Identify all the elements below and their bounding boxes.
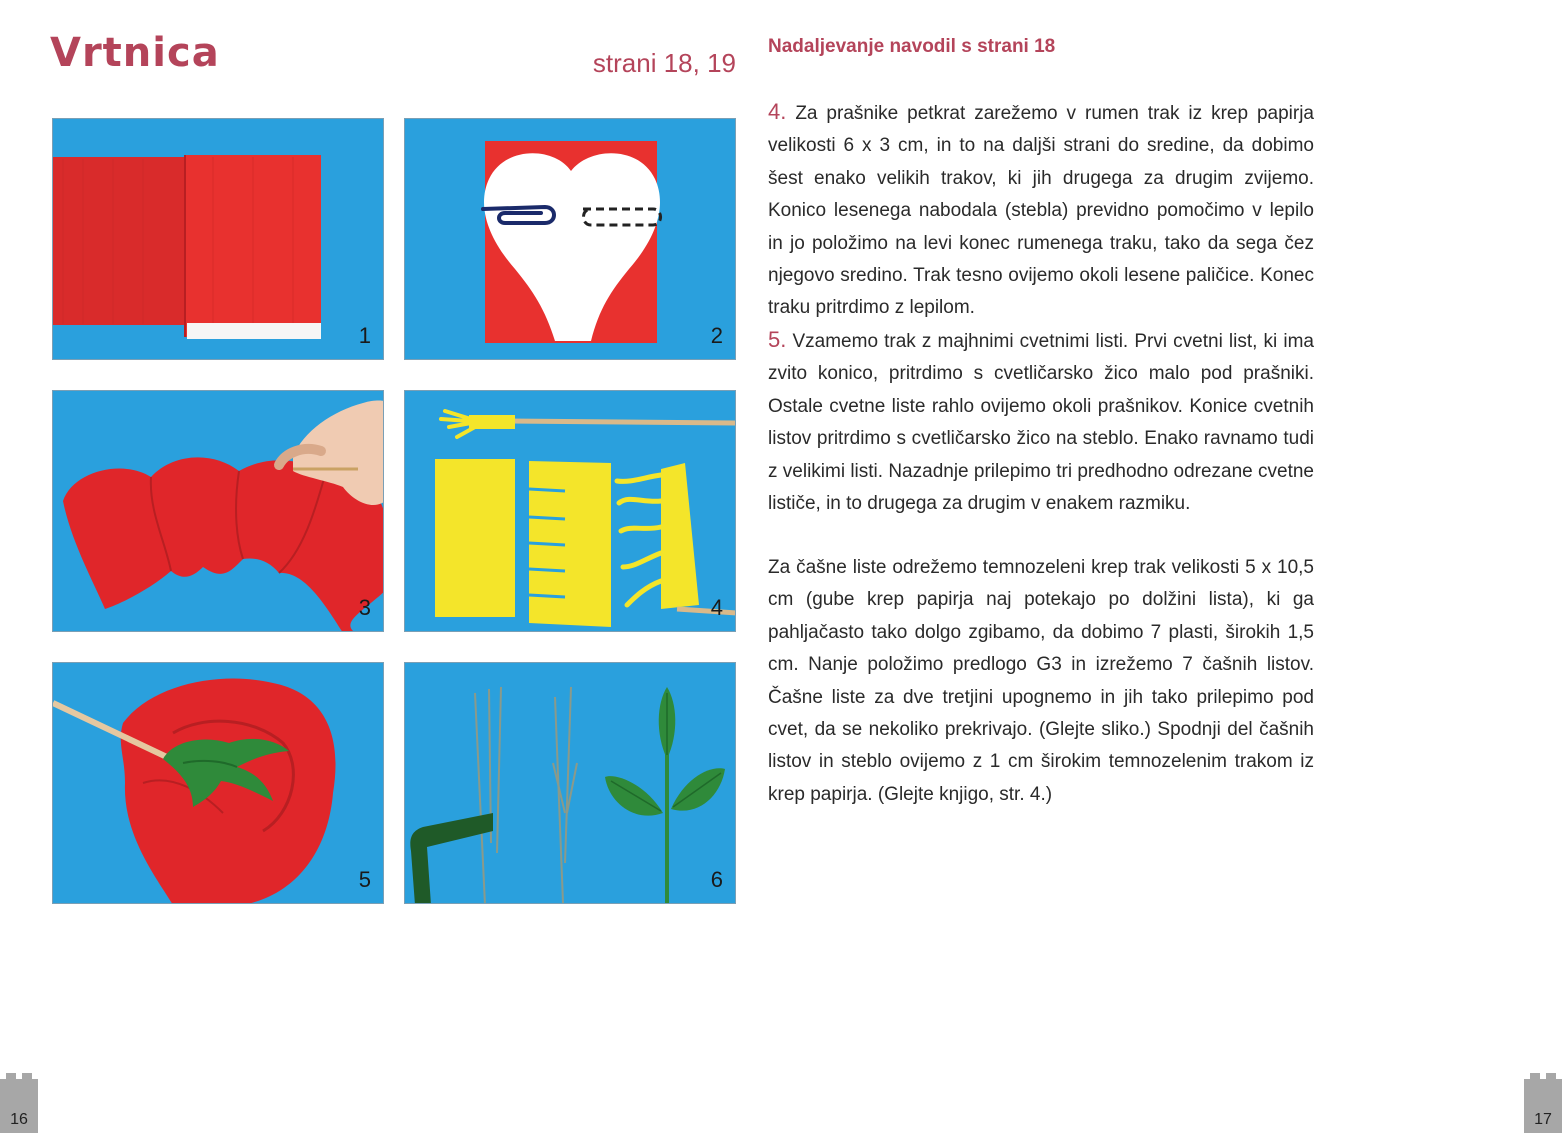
photo-step-4 — [404, 390, 736, 632]
photo-step-5 — [52, 662, 384, 904]
sepals-paragraph: Za čašne liste odrežemo temnozeleni krep trak velikosti 5 x 10,5 cm (gube krep papirja naj potekajo po dolžini lista), ki ga pahljačasto tako dolgo zgibamo, da dobimo 7 plasti, širokih 1,5 cm. Nanje položimo predlogo G3 in izrežemo 7 čašnih listov. Čašne liste za dve tretjini upognemo in jih tako prilepimo pod cvet, da se nekoliko prekrivajo. (Glejte sliko.) Spodnji del čašnih listov in steblo ovijemo z 1 cm širokim temnozelenim trakom iz krep papirja. (Glejte knjigo, str. 4.) — [768, 557, 1314, 805]
yellow-stamen-strips-icon — [405, 391, 736, 632]
photo-step-2 — [404, 118, 736, 360]
page-number-left: 16 — [0, 1079, 38, 1133]
step-5-text: Vzamemo trak z majhnimi cvetnimi listi. Prvi cvetni list, ki ima zvito konico, pritrdimo s cvetličarsko žico malo pod prašniki. Ostale cvetne liste rahlo ovijemo okoli prašnikov. Konice cvetnih listov pritrdimo s cvetličarsko žico na steblo. Enako ravnamo tudi z velikimi listi. Nazadnje prilepimo tri predhodno odrezane cvetne lističe, in to drugega za drugim v enakem razmiku. — [768, 331, 1314, 515]
step-4-number: 4. — [768, 99, 787, 124]
photo-step-3 — [52, 390, 384, 632]
petal-template-with-paperclip-icon — [405, 119, 736, 360]
step-number: 3 — [358, 595, 371, 620]
pages-reference: strani 18, 19 — [592, 48, 736, 78]
step-5-paragraph — [768, 324, 1314, 520]
step-4-text: Za prašnike petkrat zarežemo v rumen trak iz krep papirja velikosti 6 x 3 cm, in to na daljši strani do sredine, da dobimo šest enako velikih trakov, ki jih drugega za drugim zvijemo. Konico lesenega nabodala (stebla) previdno pomočimo v lepilo in jo položimo na levi konec rumenega traku, tako da sega čez njegovo sredino. Trak tesno ovijemo okoli lesene paličice. Konec traku pritrdimo z lepilom. — [768, 103, 1314, 319]
photo-step-1 — [52, 118, 384, 360]
page-title: Vrtnica — [50, 30, 220, 76]
right-page — [760, 0, 1568, 1133]
rose-with-sepals-icon — [53, 663, 384, 904]
step-number: 2 — [710, 323, 723, 348]
step-number: 1 — [358, 323, 371, 348]
step-5-number: 5. — [768, 327, 787, 352]
wire-stems-and-leaves-icon — [405, 663, 736, 904]
page-number-right: 17 — [1524, 1079, 1562, 1133]
step-number: 6 — [710, 867, 723, 892]
step-number: 5 — [358, 867, 371, 892]
step-4-paragraph — [768, 96, 1314, 325]
photo-step-6 — [404, 662, 736, 904]
left-page — [0, 0, 760, 1133]
continuation-heading: Nadaljevanje navodil s strani 18 — [768, 36, 1056, 57]
red-crepe-paper-fold-icon — [53, 119, 384, 360]
petal-strip-icon — [53, 391, 384, 632]
step-number: 4 — [710, 595, 723, 620]
